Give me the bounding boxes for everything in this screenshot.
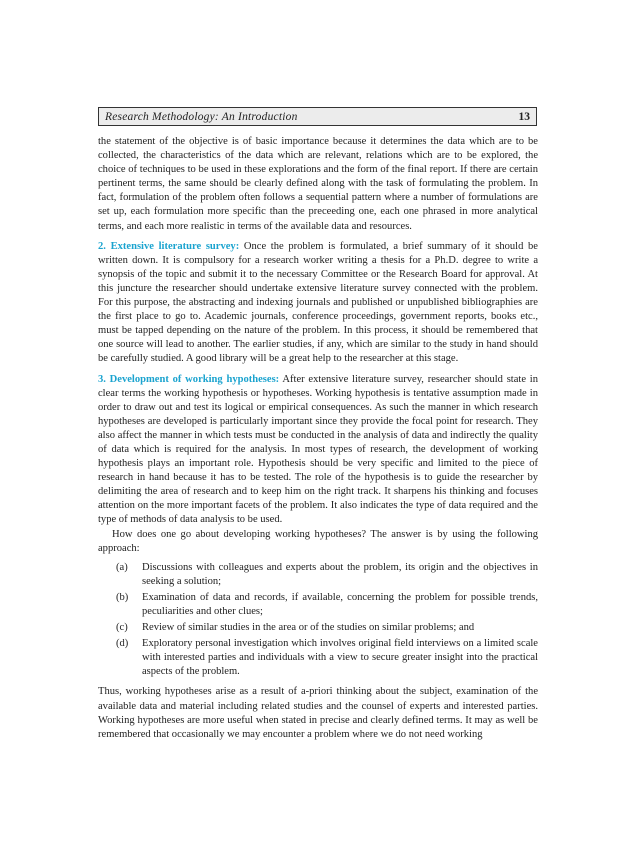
list-item <box>98 621 538 635</box>
paragraph-literature-survey <box>98 240 538 367</box>
paragraph-literature-survey-body: Once the problem is formulated, a brief summary of it should be written down. It is compulsory for a research worker writing a thesis for a Ph.D. degree to write a synopsis of the topic and submit it to the necessary Committee or the Research Board for approval. At this juncture the researcher should undertake extensive literature survey connected with the problem. For this purpose, the abstracting and indexing journals and published or unpublished bibliographies are the first place to go to. Academic journals, conference proceedings, government reports, books etc., must be tapped depending on the nature of the problem. In this process, it should be remembered that one source will lead to another. The earlier studies, if any, which are similar to the study in hand should be carefully studied. A good library will be a great help to the researcher at this stage. <box>98 240 538 365</box>
list-item <box>98 591 538 619</box>
running-header <box>98 107 537 126</box>
body-text <box>98 135 538 748</box>
section-heading-literature-survey: 2. Extensive literature survey: <box>98 240 240 252</box>
list-item-marker: (c) <box>116 622 128 634</box>
list-item-marker: (d) <box>116 638 129 650</box>
list-item-text: Examination of data and records, if available, concerning the problem for possible trends, peculiarities and other clues; <box>142 591 538 617</box>
paragraph-working-hypotheses-body: After extensive literature survey, researcher should state in clear terms the working hypothesis or hypotheses. Working hypothesis is tentative assumption made in order to draw out and test its logical or empirical consequences. As such the manner in which research hypotheses are developed is particularly important since they provide the focal point for research. They also affect the manner in which tests must be conducted in the analysis of data and indirectly the quality of data which is required for the analysis. In most types of research, the development of working hypothesis plays an important role. Hypothesis should be very specific and limited to the piece of research in hand because it has to be tested. The role of the hypothesis is to guide the researcher by delimiting the area of research and to keep him on the right track. It sharpens his thinking and focuses attention on the more important facets of the problem. It also indicates the type of data required and the type of methods of data analysis to be used. <box>98 373 538 526</box>
list-item <box>98 561 538 589</box>
list-item-text: Discussions with colleagues and experts about the problem, its origin and the objectives in seeking a solution; <box>142 561 538 587</box>
paragraph-approach-question: How does one go about developing working hypotheses? The answer is by using the following approach: <box>98 528 538 554</box>
running-header-title: Research Methodology: An Introduction <box>105 110 298 123</box>
list-item-marker: (b) <box>116 591 129 603</box>
approach-list <box>98 561 538 680</box>
list-item <box>98 637 538 679</box>
list-item-text: Exploratory personal investigation which involves original field interviews on a limited scale with interested parties and individuals with a view to secure greater insight into the practical aspects of the problem. <box>142 638 538 678</box>
paragraph-conclusion: Thus, working hypotheses arise as a result of a-priori thinking about the subject, examination of the available data and material including related studies and the counsel of experts and interested parties. Working hypotheses are more useful when stated in precise and clearly defined terms. It may as well be remembered that occasionally we may encounter a problem where we do not need working <box>98 686 538 740</box>
section-heading-working-hypotheses: 3. Development of working hypotheses: <box>98 373 280 385</box>
paragraph-working-hypotheses <box>98 373 538 528</box>
page-number: 13 <box>518 110 530 123</box>
list-item-marker: (a) <box>116 561 128 573</box>
list-item-text: Review of similar studies in the area or of the studies on similar problems; and <box>142 622 475 634</box>
paragraph-objective: the statement of the objective is of basic importance because it determines the data which are to be collected, the characteristics of the data which are relevant, relations which are to be explored, the choice of techniques to be used in these explorations and the form of the final report. If there are certain pertinent terms, the same should be clearly defined along with the task of formulating the problem. In fact, formulation of the problem often follows a sequential pattern where a number of formulations are set up, each formulation more specific than the preceeding one, each one phrased in more analytical terms, and each more realistic in terms of the available data and resources. <box>98 136 538 232</box>
